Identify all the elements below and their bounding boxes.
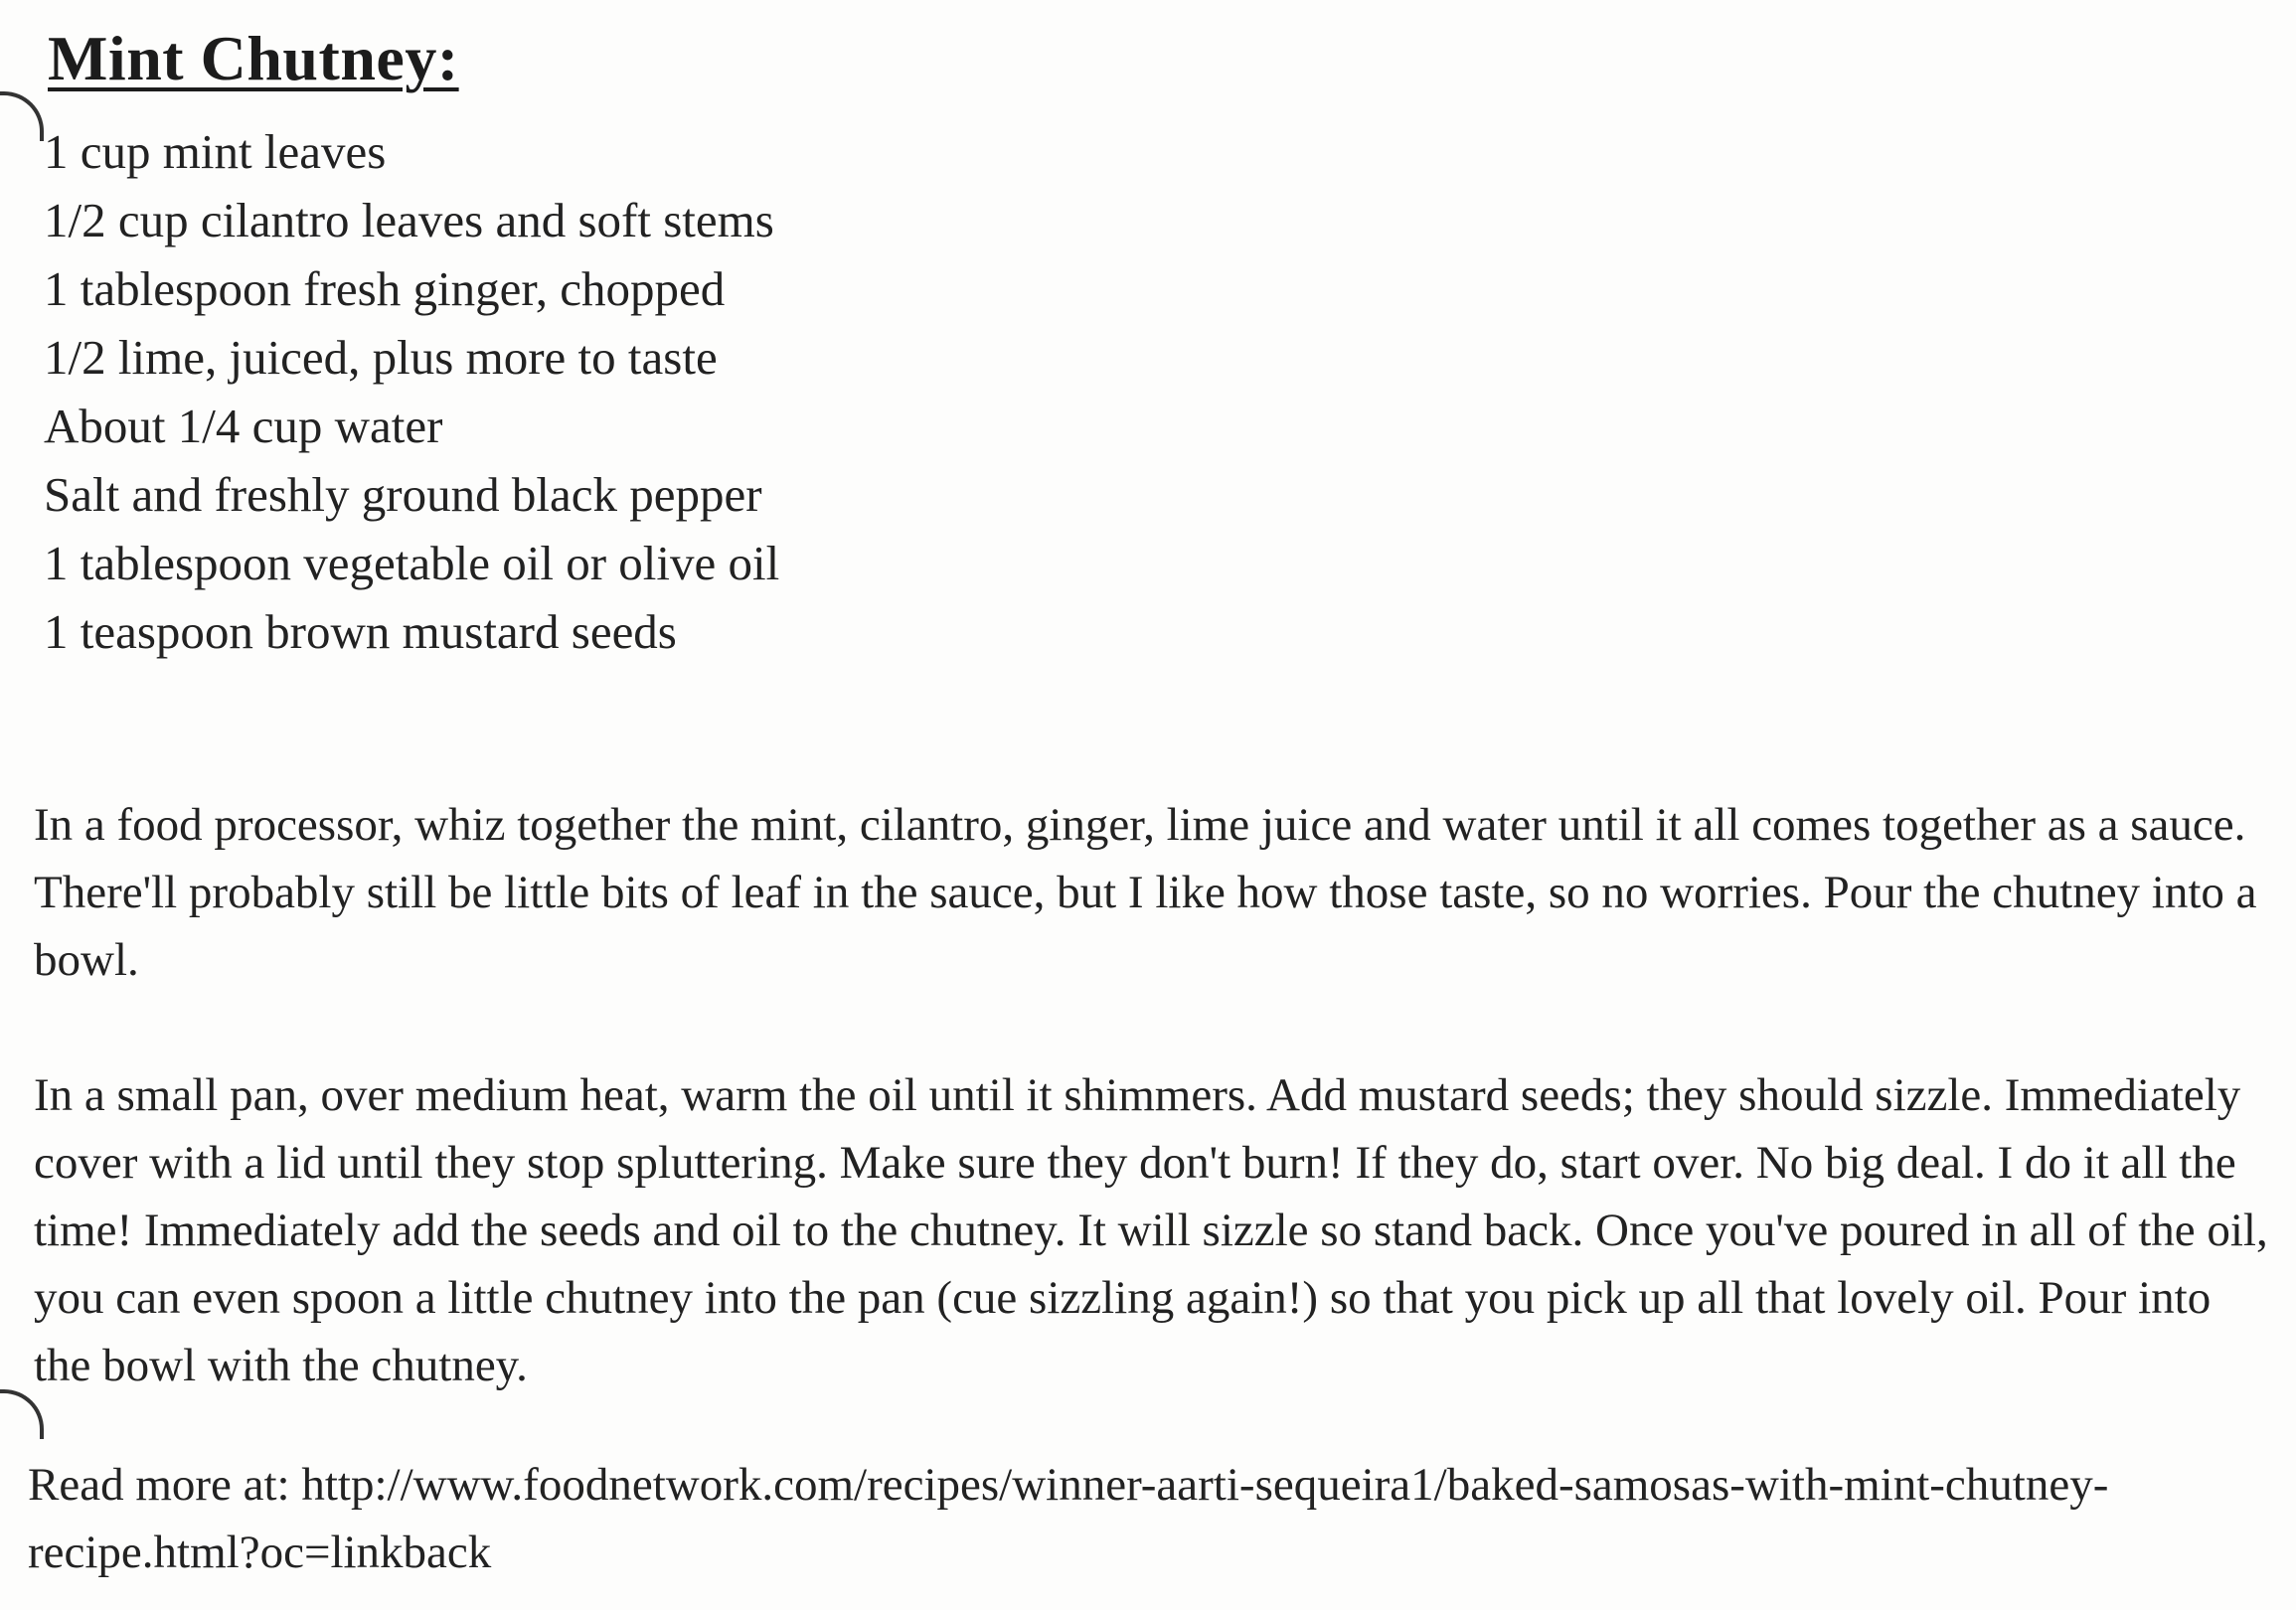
- instruction-paragraph: In a food processor, whiz together the mint, cilantro, ginger, lime juice and water until it all comes together as a sauce. There'll probably still be little bits of leaf in the sauce, but I like how those taste, so no worries. Pour the chutney into a bowl.: [34, 799, 2257, 986]
- scan-punch-mark: [0, 91, 44, 141]
- instruction-paragraph: In a small pan, over medium heat, warm the oil until it shimmers. Add mustard seeds; they should sizzle. Immediately cover with a lid until they stop spluttering. Make sure they don't burn! If they do, start over. No big deal. I do it all the time! Immediately add the seeds and oil to the chutney. It will sizzle so stand back. Once you've poured in all of the oil, you can even spoon a little chutney into the pan (cue sizzling again!) so that you pick up all that lovely oil. Pour into the bowl with the chutney.: [34, 1069, 2268, 1391]
- ingredient-item: 1 tablespoon fresh ginger, chopped: [44, 261, 726, 316]
- ingredient-item: 1/2 lime, juiced, plus more to taste: [44, 330, 718, 385]
- ingredient-item: 1/2 cup cilantro leaves and soft stems: [44, 193, 774, 247]
- ingredient-list: [44, 117, 779, 666]
- ingredient-item: Salt and freshly ground black pepper: [44, 467, 762, 522]
- ingredient-item: 1 tablespoon vegetable oil or olive oil: [44, 536, 780, 590]
- ingredient-item: 1 teaspoon brown mustard seeds: [44, 604, 677, 659]
- recipe-title: Mint Chutney:: [48, 23, 459, 93]
- read-more-link[interactable]: Read more at: http://www.foodnetwork.com/recipes/winner-aarti-sequeira1/baked-samosas-with-mint-chutney-recipe.html?oc=linkback: [28, 1459, 2109, 1578]
- ingredient-item: About 1/4 cup water: [44, 399, 443, 453]
- ingredient-item: 1 cup mint leaves: [44, 124, 387, 179]
